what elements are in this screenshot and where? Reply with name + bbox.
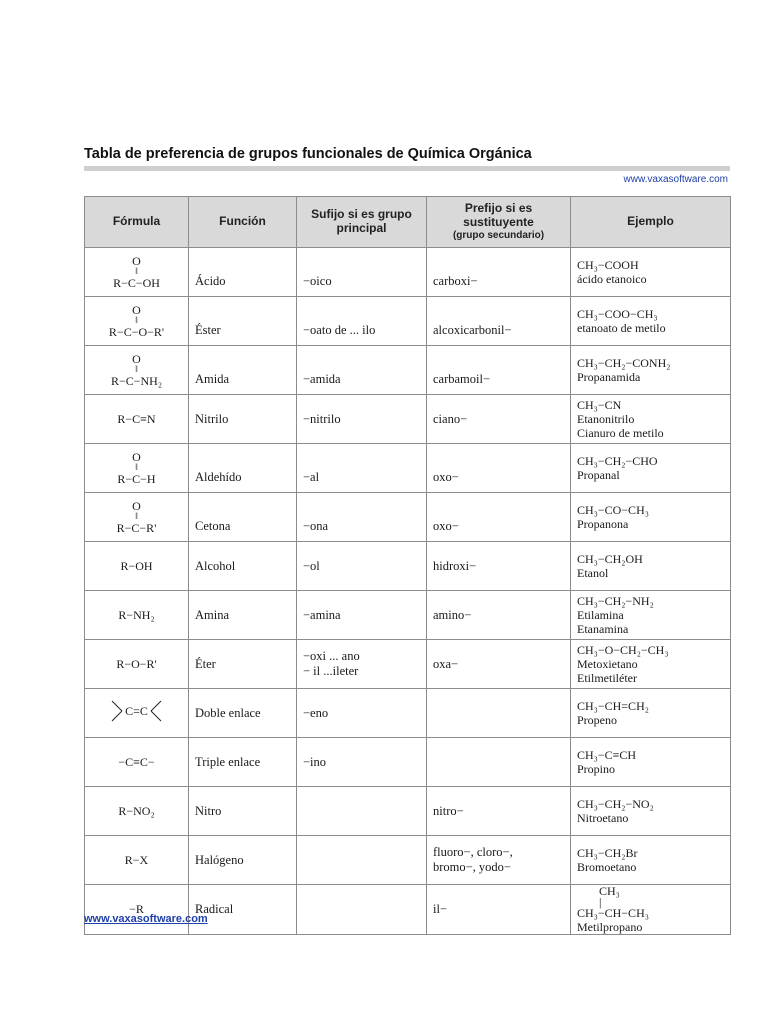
formula-main: R−OH — [120, 558, 153, 573]
sufijo-cell: −ona — [297, 493, 427, 542]
formula-cell — [85, 591, 189, 640]
sufijo-cell: −al — [297, 444, 427, 493]
formula-main: −C≡C− — [118, 754, 155, 769]
prefijo-line: fluoro−, cloro−, — [433, 845, 513, 859]
sufijo-cell — [297, 836, 427, 885]
table-row — [85, 395, 731, 444]
ejemplo-cell — [571, 885, 731, 935]
sufijo-cell — [297, 787, 427, 836]
ejemplo-cell — [571, 248, 731, 297]
table-row — [85, 297, 731, 346]
ejemplo-line: Etanamina — [577, 622, 629, 636]
formula-main: R−C−NH₂ — [110, 374, 163, 388]
ejemplo-cell — [571, 493, 731, 542]
formula-main: R−NO₂ — [118, 803, 155, 818]
formula-main: R−C≡N — [117, 411, 156, 426]
ejemplo-cell — [571, 836, 731, 885]
ejemplo-cell — [571, 444, 731, 493]
ejemplo-line: Metoxietano — [577, 657, 638, 671]
formula — [111, 353, 162, 388]
funcion-cell: Cetona — [189, 493, 297, 542]
prefijo-cell: oxo− — [427, 493, 571, 542]
formula-cell — [85, 395, 189, 444]
ejemplo-line: CH₃−CH₂−NH₂ — [577, 594, 654, 608]
prefijo-cell: alcoxicarbonil− — [427, 297, 571, 346]
ejemplo-cell — [571, 346, 731, 395]
sufijo-line: − il ...ileter — [303, 664, 359, 678]
table-row — [85, 493, 731, 542]
table-row — [85, 836, 731, 885]
prefijo-cell: il− — [427, 885, 571, 935]
formula-cell — [85, 738, 189, 787]
formula — [117, 500, 157, 535]
table-row — [85, 787, 731, 836]
formula-main: R−C−OH — [113, 276, 160, 290]
formula-cell — [85, 444, 189, 493]
sufijo-cell: −nitrilo — [297, 395, 427, 444]
alkene-bond-lines — [150, 700, 162, 722]
formula — [125, 853, 148, 867]
funcion-cell: Éster — [189, 297, 297, 346]
ejemplo-line: CH₃−CH−CH₃ — [577, 906, 649, 920]
formula-alkene — [111, 700, 162, 722]
funcion-cell: Nitrilo — [189, 395, 297, 444]
table-header-row — [85, 197, 731, 248]
sufijo-cell — [297, 885, 427, 935]
funcion-cell: Amida — [189, 346, 297, 395]
funcion-cell: Doble enlace — [189, 689, 297, 738]
ejemplo-line: CH₃−O−CH₂−CH₃ — [577, 643, 669, 657]
table-row — [85, 346, 731, 395]
table-row — [85, 689, 731, 738]
prefijo-cell: ciano− — [427, 395, 571, 444]
formula-cell — [85, 885, 189, 935]
table-row — [85, 738, 731, 787]
ejemplo-line: CH₃−CH₂−NO₂ — [577, 797, 654, 811]
table-row — [85, 885, 731, 935]
ejemplo-line: Bromoetano — [577, 860, 637, 874]
prefijo-cell: carboxi− — [427, 248, 571, 297]
header-funcion: Función — [189, 197, 297, 248]
formula — [118, 608, 154, 622]
sufijo-cell — [297, 640, 427, 689]
ejemplo-line: Propanona — [577, 517, 629, 531]
ejemplo-line: ácido etanoico — [577, 272, 647, 286]
formula-double-bond: ‖ — [135, 266, 138, 276]
ejemplo-line: Etilamina — [577, 608, 624, 622]
prefijo-cell — [427, 738, 571, 787]
ejemplo-line: Nitroetano — [577, 811, 629, 825]
formula-oxygen: O — [132, 352, 141, 366]
formula — [113, 255, 160, 290]
ejemplo-line: CH₃−CH₂Br — [577, 846, 638, 860]
ejemplo-cell — [571, 297, 731, 346]
prefijo-cell: oxa− — [427, 640, 571, 689]
formula-oxygen: O — [132, 303, 141, 317]
funcion-cell: Radical — [189, 885, 297, 935]
ejemplo-cell — [571, 640, 731, 689]
ejemplo-line: CH₃−CO−CH₃ — [577, 503, 649, 517]
ejemplo-line: etanoato de metilo — [577, 321, 666, 335]
formula-double-bond: ‖ — [135, 364, 138, 374]
sufijo-cell: −ino — [297, 738, 427, 787]
header-ejemplo: Ejemplo — [571, 197, 731, 248]
header-prefijo-main: Prefijo si es sustituyente — [463, 201, 534, 230]
header-prefijo — [427, 197, 571, 248]
ejemplo-line: Propanal — [577, 468, 620, 482]
website-link-top[interactable]: www.vaxasoftware.com — [623, 174, 728, 185]
formula-main: C=C — [125, 704, 148, 718]
formula-main: R−X — [124, 852, 149, 867]
prefijo-cell: nitro− — [427, 787, 571, 836]
formula-cell — [85, 689, 189, 738]
prefijo-cell — [427, 836, 571, 885]
formula-cell — [85, 787, 189, 836]
formula-cell — [85, 248, 189, 297]
ejemplo-cell — [571, 738, 731, 787]
formula-cell — [85, 640, 189, 689]
ejemplo-cell — [571, 395, 731, 444]
funcion-cell: Alcohol — [189, 542, 297, 591]
formula-main: −R — [129, 902, 144, 916]
ejemplo-line: Propino — [577, 762, 616, 776]
header-prefijo-sub: (grupo secundario) — [452, 230, 545, 242]
formula-main: R−C−R' — [116, 521, 157, 535]
formula — [118, 804, 154, 818]
formula-main: R−C−H — [117, 472, 156, 486]
formula — [120, 559, 152, 573]
table-row — [85, 542, 731, 591]
ejemplo-line: CH₃−CH₂−CONH₂ — [577, 356, 671, 370]
funcion-cell: Triple enlace — [189, 738, 297, 787]
formula-oxygen: O — [132, 254, 141, 268]
ejemplo-line: | — [599, 895, 602, 909]
funcion-cell: Halógeno — [189, 836, 297, 885]
table-row — [85, 444, 731, 493]
formula-main: R−NH₂ — [118, 607, 155, 622]
formula-cell — [85, 542, 189, 591]
sufijo-cell: −amida — [297, 346, 427, 395]
ejemplo-cell — [571, 689, 731, 738]
formula — [109, 304, 164, 339]
funcion-cell: Nitro — [189, 787, 297, 836]
funcion-cell: Aldehído — [189, 444, 297, 493]
sufijo-line: −oxi ... ano — [303, 649, 360, 663]
header-formula: Fórmula — [85, 197, 189, 248]
table-row — [85, 591, 731, 640]
ejemplo-line: CH₃−C≡CH — [577, 748, 637, 762]
ejemplo-line: CH₃−CH=CH₂ — [577, 699, 649, 713]
ejemplo-cell — [571, 542, 731, 591]
funcion-cell: Ácido — [189, 248, 297, 297]
title-rule — [84, 166, 730, 171]
prefijo-cell: amino− — [427, 591, 571, 640]
header-sufijo: Sufijo si es grupo principal — [297, 197, 427, 248]
formula — [116, 657, 156, 671]
prefijo-line: bromo−, yodo− — [433, 860, 511, 874]
formula-oxygen: O — [132, 499, 141, 513]
sufijo-cell: −oato de ... ilo — [297, 297, 427, 346]
ejemplo-line: CH₃−CH₂OH — [577, 552, 643, 566]
formula — [117, 412, 155, 426]
formula — [118, 755, 154, 769]
ejemplo-line: CH₃−CH₂−CHO — [577, 454, 658, 468]
ejemplo-line: Propanamida — [577, 370, 641, 384]
formula-main: R−C−O−R' — [108, 325, 165, 339]
formula — [117, 451, 155, 486]
sufijo-cell: −ol — [297, 542, 427, 591]
formula-cell — [85, 297, 189, 346]
ejemplo-cell — [571, 591, 731, 640]
prefijo-cell: hidroxi− — [427, 542, 571, 591]
prefijo-cell: carbamoil− — [427, 346, 571, 395]
sufijo-cell: −eno — [297, 689, 427, 738]
sufijo-cell: −amina — [297, 591, 427, 640]
ejemplo-line: CH₃−COOH — [577, 258, 639, 272]
sufijo-cell: −oico — [297, 248, 427, 297]
formula — [111, 700, 162, 722]
functional-groups-table — [84, 196, 731, 935]
ejemplo-line: CH₃−CN — [577, 398, 622, 412]
formula-cell — [85, 346, 189, 395]
formula-main: R−O−R' — [116, 656, 157, 671]
ejemplo-line: Metilpropano — [577, 920, 643, 934]
ejemplo-line: Etanol — [577, 566, 609, 580]
funcion-cell: Éter — [189, 640, 297, 689]
ejemplo-line: Etilmetiléter — [577, 671, 637, 685]
formula-oxygen: O — [132, 450, 141, 464]
formula-double-bond: ‖ — [135, 315, 138, 325]
prefijo-cell — [427, 689, 571, 738]
ejemplo-line: CH₃ — [599, 884, 620, 898]
ejemplo-line: Etanonitrilo — [577, 412, 635, 426]
prefijo-cell: oxo− — [427, 444, 571, 493]
ejemplo-line: CH₃−COO−CH₃ — [577, 307, 658, 321]
website-link-bottom[interactable]: www.vaxasoftware.com — [84, 913, 208, 925]
alkene-bond-lines — [111, 700, 123, 722]
table-row — [85, 640, 731, 689]
formula-cell — [85, 836, 189, 885]
ejemplo-line: Cianuro de metilo — [577, 426, 664, 440]
funcion-cell: Amina — [189, 591, 297, 640]
ejemplo-cell — [571, 787, 731, 836]
formula-double-bond: ‖ — [135, 511, 138, 521]
document-title: Tabla de preferencia de grupos funcionales de Química Orgánica — [84, 146, 532, 162]
formula-double-bond: ‖ — [135, 462, 138, 472]
ejemplo-line: Propeno — [577, 713, 617, 727]
table-row — [85, 248, 731, 297]
formula-cell — [85, 493, 189, 542]
